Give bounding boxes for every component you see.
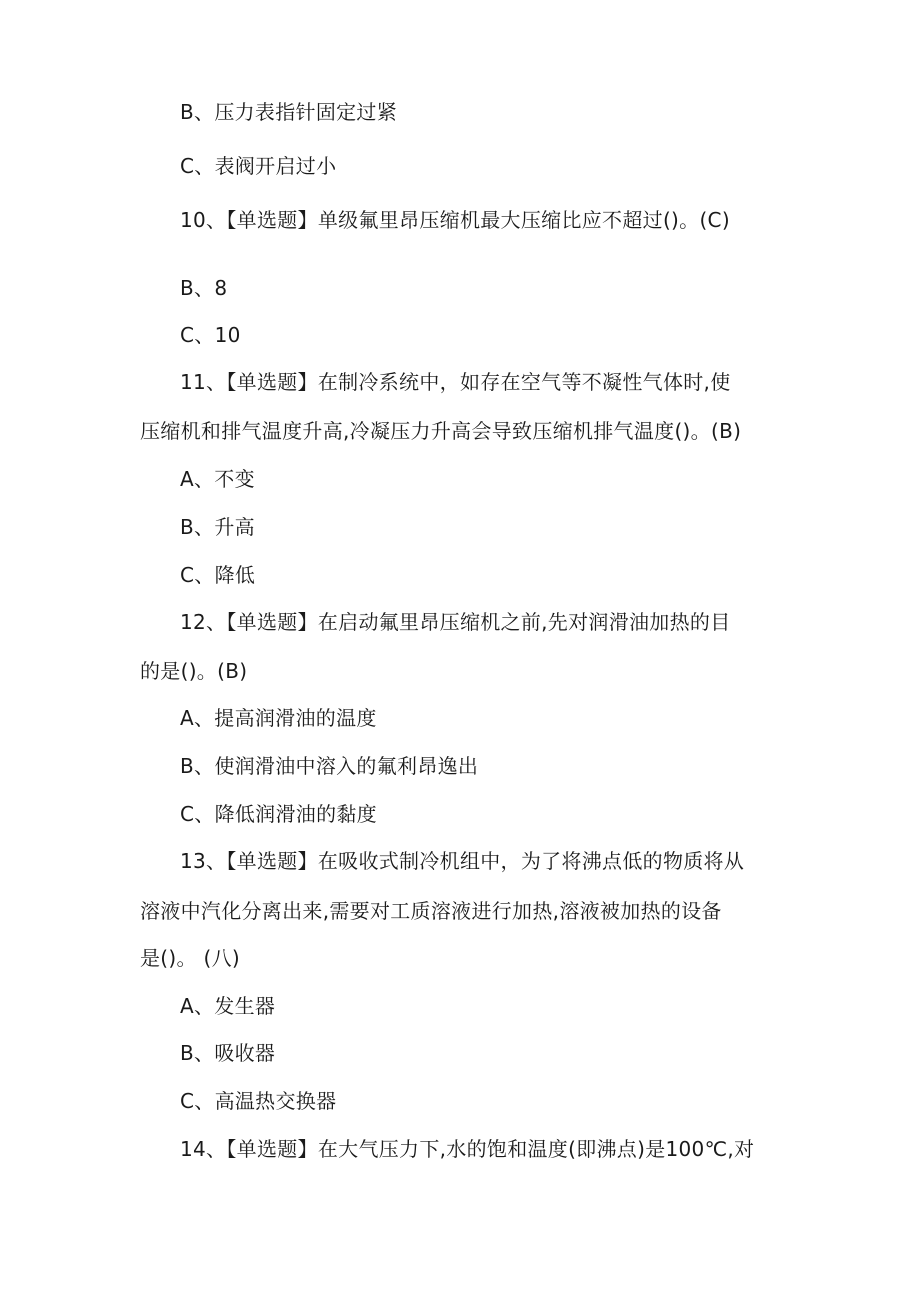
question-12-line-1: 12、【单选题】在启动氟里昂压缩机之前,先对润滑油加热的目 — [180, 610, 731, 634]
option-c-q11: C、降低 — [180, 563, 256, 587]
question-13-line-2: 溶液中汽化分离出来,需要对工质溶液进行加热,溶液被加热的设备 — [140, 899, 722, 923]
option-c-q13: C、高温热交换器 — [180, 1089, 337, 1113]
option-c-q9: C、表阀开启过小 — [180, 154, 337, 178]
option-b-q13: B、吸收器 — [180, 1041, 276, 1065]
option-b-q10: B、8 — [180, 276, 228, 300]
option-a-q12: A、提高润滑油的温度 — [180, 706, 377, 730]
question-13-line-3: 是()。 (八) — [140, 946, 240, 970]
option-b-q12: B、使润滑油中溶入的氟利昂逸出 — [180, 754, 479, 778]
option-a-q13: A、发生器 — [180, 994, 276, 1018]
option-b-q11: B、升高 — [180, 515, 255, 539]
option-c-q10: C、10 — [180, 323, 241, 347]
question-14-line-1: 14、【单选题】在大气压力下,水的饱和温度(即沸点)是100℃,对 — [180, 1137, 755, 1161]
question-12-line-2: 的是()。(B) — [140, 659, 248, 683]
question-11-line-1: 11、【单选题】在制冷系统中，如存在空气等不凝性气体时,使 — [180, 370, 731, 394]
question-13-line-1: 13、【单选题】在吸收式制冷机组中，为了将沸点低的物质将从 — [180, 849, 745, 873]
question-10: 10、【单选题】单级氟里昂压缩机最大压缩比应不超过()。(C) — [180, 208, 730, 232]
option-c-q12: C、降低润滑油的黏度 — [180, 802, 377, 826]
option-b-q9: B、压力表指针固定过紧 — [180, 100, 398, 124]
question-11-line-2: 压缩机和排气温度升高,冷凝压力升高会导致压缩机排气温度()。(B) — [140, 419, 742, 443]
option-a-q11: A、不变 — [180, 467, 255, 491]
